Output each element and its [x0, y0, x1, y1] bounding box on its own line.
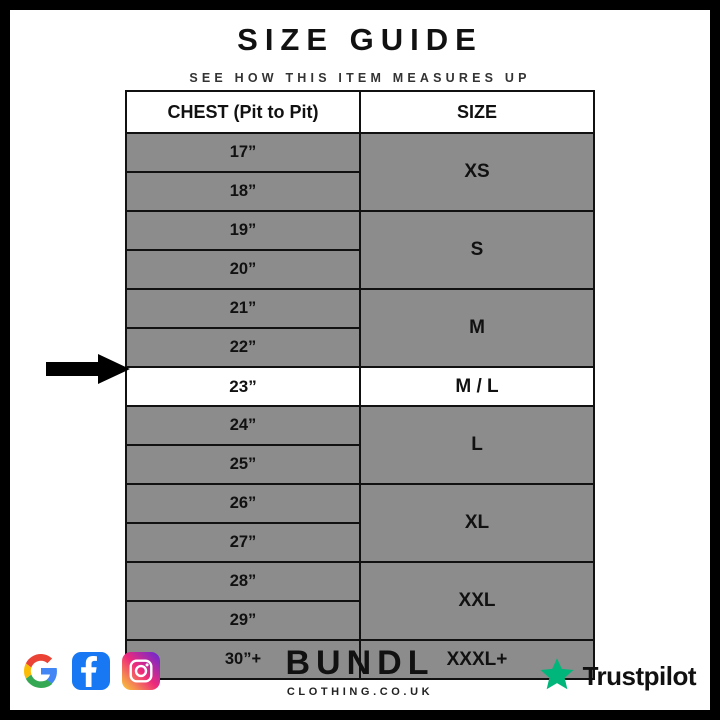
chest-cell-selected: 23” [126, 367, 360, 406]
trustpilot-star-icon [538, 656, 576, 697]
chest-cell: 19” [126, 211, 360, 250]
chest-cell: 29” [126, 601, 360, 640]
table-row [126, 133, 594, 172]
page-subtitle: SEE HOW THIS ITEM MEASURES UP [189, 71, 531, 85]
table-row [126, 211, 594, 250]
size-table [125, 90, 595, 680]
size-cell: XXL [360, 562, 594, 640]
chest-cell: 27” [126, 523, 360, 562]
table-row [126, 562, 594, 601]
page-title: SIZE GUIDE [237, 22, 483, 57]
column-header-size: SIZE [360, 91, 594, 133]
chest-cell: 28” [126, 562, 360, 601]
size-table-wrapper [125, 90, 595, 680]
brand-subtitle: CLOTHING.CO.UK [286, 686, 434, 698]
chest-cell: 18” [126, 172, 360, 211]
trustpilot-label: Trustpilot [582, 661, 696, 691]
size-cell: S [360, 211, 594, 289]
chest-cell: 24” [126, 406, 360, 445]
table-row [126, 406, 594, 445]
chest-cell: 21” [126, 289, 360, 328]
trustpilot-badge[interactable] [538, 656, 696, 697]
size-cell: XS [360, 133, 594, 211]
chest-cell: 25” [126, 445, 360, 484]
chest-cell: 30”+ [126, 640, 360, 679]
chest-cell: 17” [126, 133, 360, 172]
size-guide-card [10, 10, 710, 710]
table-row-highlighted [126, 367, 594, 406]
brand-name: BUNDL [285, 644, 435, 682]
size-cell: XL [360, 484, 594, 562]
size-cell: L [360, 406, 594, 484]
size-cell: M [360, 289, 594, 367]
footer [10, 638, 710, 710]
table-row [126, 484, 594, 523]
table-header-row [126, 91, 594, 133]
right-arrow-icon [46, 352, 130, 386]
size-cell-selected: M / L [360, 367, 594, 406]
size-cell: XXXL+ [360, 640, 594, 679]
column-header-chest: CHEST (Pit to Pit) [126, 91, 360, 133]
chest-cell: 22” [126, 328, 360, 367]
chest-cell: 26” [126, 484, 360, 523]
chest-cell: 20” [126, 250, 360, 289]
table-row [126, 289, 594, 328]
